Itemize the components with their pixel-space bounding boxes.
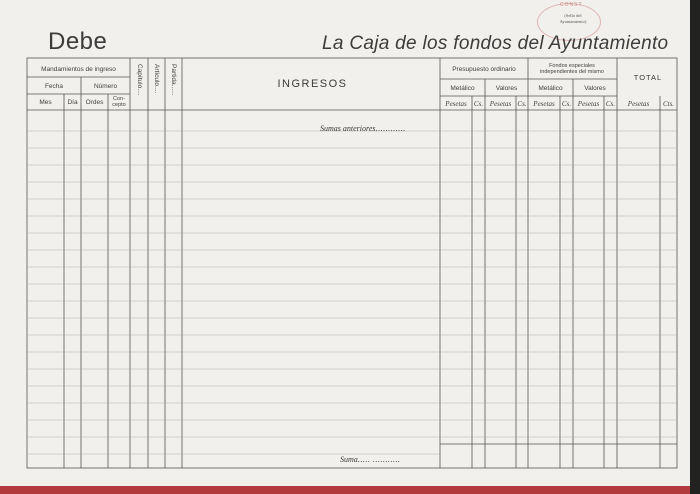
suma-label: Suma [340, 455, 358, 464]
header-dia: Día [67, 99, 78, 106]
header-cs-2: Cs. [517, 100, 527, 108]
header-fecha: Fecha [44, 83, 64, 90]
header-cs-1: Cs. [473, 100, 484, 108]
header-metalico-ordinario: Metálico [450, 85, 475, 92]
header-cs-4: Cs. [605, 100, 616, 108]
header-ordes: Ordes [85, 99, 104, 106]
header-ingresos: INGRESOS [277, 78, 348, 90]
header-fondos-especiales: Fondos especiales independientes del mismo [540, 63, 604, 75]
header-total: TOTAL [633, 73, 663, 82]
seal-label: (Sello del Ayuntamiento) [559, 13, 587, 24]
header-partida: Partida...... [170, 64, 177, 96]
header-mandamientos: Mandamientos de ingreso [41, 66, 116, 73]
header-cts-total: Cts. [662, 100, 675, 108]
header-pesetas-total: Pesetas [627, 100, 650, 108]
header-pesetas-1: Pesetas [445, 100, 467, 108]
header-valores-fondos: Valores [584, 85, 606, 92]
header-metalico-fondos: Metálico [538, 85, 563, 92]
page-title-debe: Debe [48, 28, 108, 55]
suma-row [340, 455, 400, 464]
header-cs-3: Cs. [561, 100, 572, 108]
sumas-anteriores-label: Sumas anteriores [320, 124, 376, 133]
header-presupuesto-ordinario: Presupuesto ordinario [452, 66, 516, 73]
header-mes: Mes [39, 99, 52, 106]
header-pesetas-4: Pesetas [577, 100, 600, 108]
header-concepto: Con- cepto [112, 96, 126, 108]
header-numero: Número [93, 83, 118, 90]
header-pesetas-2: Pesetas [489, 100, 512, 108]
sumas-anteriores-dots: ............ [375, 124, 406, 133]
seal-top-text: CONST [560, 2, 583, 8]
header-pesetas-3: Pesetas [533, 100, 555, 108]
sumas-anteriores-row [320, 124, 405, 133]
header-capitulo: Capítulo.... [136, 64, 143, 96]
header-valores-ordinario: Valores [495, 85, 518, 92]
suma-dots: ..... ........... [357, 455, 401, 464]
header-articulo: Artículo.... [153, 64, 160, 94]
page-title-caja: La Caja de los fondos del Ayuntamiento [322, 33, 669, 54]
